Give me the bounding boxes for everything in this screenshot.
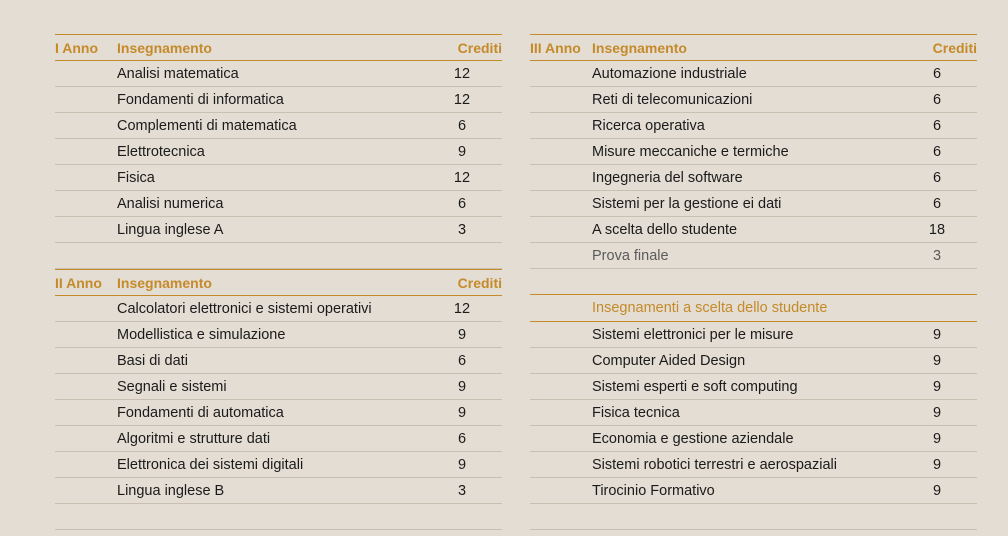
table-row (55, 296, 502, 322)
course-credits: 9 (457, 327, 467, 343)
table-row (530, 165, 977, 191)
course-credits: 6 (932, 196, 942, 212)
table-row (55, 452, 502, 478)
table-row (55, 374, 502, 400)
course-credits: 6 (457, 118, 467, 134)
spacer-row (530, 504, 977, 530)
course-header: Insegnamento (117, 275, 212, 291)
course-name: Automazione industriale (592, 66, 747, 82)
course-name: Segnali e sistemi (117, 379, 227, 395)
year3-table (530, 61, 977, 269)
course-name: Fondamenti di informatica (117, 92, 284, 108)
table-row (530, 374, 977, 400)
electives-header (530, 295, 977, 322)
course-name: Fisica tecnica (592, 405, 680, 421)
course-name: Elettrotecnica (117, 144, 205, 160)
course-name: Reti di telecomunicazioni (592, 92, 753, 108)
course-credits: 9 (932, 405, 942, 421)
table-row (530, 61, 977, 87)
right-column (530, 34, 977, 530)
spacer-row (55, 504, 502, 530)
year1-table (55, 61, 502, 243)
table-row (55, 61, 502, 87)
course-name: Fondamenti di automatica (117, 405, 284, 421)
course-name: Lingua inglese A (117, 222, 224, 238)
table-row (530, 87, 977, 113)
table-row (530, 478, 977, 504)
course-name: Sistemi per la gestione ei dati (592, 196, 782, 212)
course-credits: 9 (932, 379, 942, 395)
year3-header (530, 34, 977, 61)
table-row (55, 113, 502, 139)
table-row (530, 452, 977, 478)
table-row (55, 426, 502, 452)
course-name: Analisi numerica (117, 196, 224, 212)
course-credits: 9 (457, 144, 467, 160)
course-name: Ricerca operativa (592, 118, 705, 134)
table-row (530, 348, 977, 374)
course-name: Prova finale (592, 248, 669, 264)
table-row (530, 217, 977, 243)
table-row (55, 191, 502, 217)
credits-header: Crediti (457, 40, 502, 56)
course-credits: 6 (932, 118, 942, 134)
course-credits: 3 (932, 248, 942, 264)
course-name: Sistemi elettronici per le misure (592, 327, 794, 343)
course-header: Insegnamento (592, 40, 687, 56)
course-credits: 6 (457, 353, 467, 369)
course-credits: 9 (457, 379, 467, 395)
course-name: Sistemi esperti e soft computing (592, 379, 798, 395)
year1-label: I Anno (55, 40, 99, 56)
table-row (530, 400, 977, 426)
table-row (530, 322, 977, 348)
course-credits: 12 (453, 66, 471, 82)
electives-table (530, 322, 977, 504)
table-row (55, 348, 502, 374)
year1-header (55, 34, 502, 61)
course-name: Misure meccaniche e termiche (592, 144, 789, 160)
table-row (55, 478, 502, 504)
course-credits: 9 (932, 353, 942, 369)
course-credits: 6 (932, 66, 942, 82)
course-name: Lingua inglese B (117, 483, 225, 499)
table-row (55, 165, 502, 191)
credits-header: Crediti (457, 275, 502, 291)
course-credits: 3 (457, 222, 467, 238)
year3-label: III Anno (530, 40, 581, 56)
course-credits: 9 (932, 327, 942, 343)
course-credits: 9 (932, 483, 942, 499)
course-credits: 6 (932, 170, 942, 186)
course-credits: 6 (457, 431, 467, 447)
table-row (530, 426, 977, 452)
table-row (530, 243, 977, 269)
course-name: Tirocinio Formativo (592, 483, 715, 499)
table-row (530, 113, 977, 139)
course-credits: 12 (453, 92, 471, 108)
course-name: Basi di dati (117, 353, 188, 369)
course-credits: 12 (453, 301, 471, 317)
course-header: Insegnamento (117, 40, 212, 56)
left-column (55, 34, 502, 530)
table-row (55, 322, 502, 348)
course-name: Modellistica e simulazione (117, 327, 286, 343)
course-credits: 3 (457, 483, 467, 499)
course-credits: 9 (932, 431, 942, 447)
course-credits: 9 (457, 457, 467, 473)
course-name: Analisi matematica (117, 66, 239, 82)
year2-header (55, 269, 502, 296)
credits-header: Crediti (932, 40, 977, 56)
table-row (55, 217, 502, 243)
table-row (55, 400, 502, 426)
course-name: Calcolatori elettronici e sistemi operativi (117, 301, 372, 317)
course-credits: 6 (932, 92, 942, 108)
table-row (55, 139, 502, 165)
course-credits: 6 (457, 196, 467, 212)
course-credits: 9 (457, 405, 467, 421)
course-credits: 9 (932, 457, 942, 473)
course-credits: 6 (932, 144, 942, 160)
course-name: Fisica (117, 170, 155, 186)
course-name: Elettronica dei sistemi digitali (117, 457, 304, 473)
course-name: Economia e gestione aziendale (592, 431, 794, 447)
spacer-row (530, 269, 977, 295)
course-credits: 12 (453, 170, 471, 186)
electives-title: Insegnamenti a scelta dello studente (592, 300, 828, 316)
course-name: Algoritmi e strutture dati (117, 431, 271, 447)
spacer-row (55, 243, 502, 269)
course-name: Sistemi robotici terrestri e aerospaziali (592, 457, 837, 473)
table-row (530, 191, 977, 217)
table-row (55, 87, 502, 113)
course-credits: 18 (928, 222, 946, 238)
year2-label: II Anno (55, 275, 102, 291)
course-name: A scelta dello studente (592, 222, 738, 238)
course-name: Ingegneria del software (592, 170, 743, 186)
course-name: Computer Aided Design (592, 353, 746, 369)
table-row (530, 139, 977, 165)
course-name: Complementi di matematica (117, 118, 297, 134)
year2-table (55, 296, 502, 504)
